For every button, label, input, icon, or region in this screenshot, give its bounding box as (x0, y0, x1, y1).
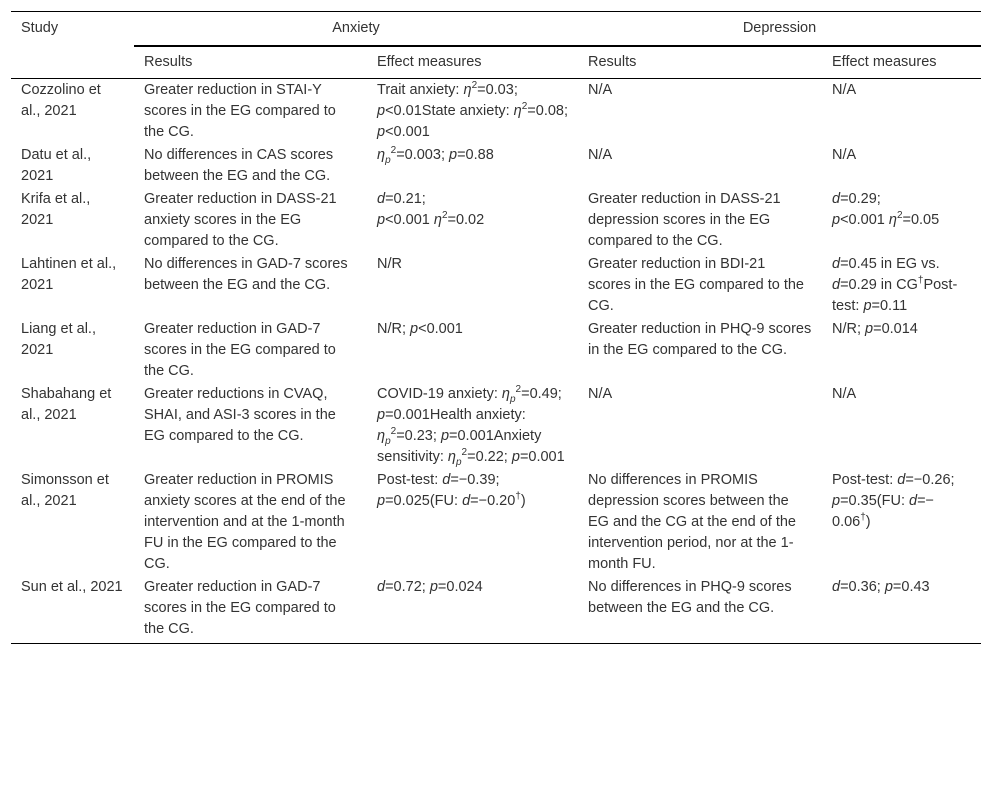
depression-results-cell: No differences in PHQ-9 scores between the EG and the CG. (578, 576, 822, 644)
depression-results-cell: Greater reduction in PHQ-9 scores in the EG compared to the CG. (588, 321, 812, 358)
table-row (11, 253, 981, 318)
table-row (11, 383, 981, 469)
table-row (11, 144, 981, 188)
table-row (11, 469, 981, 576)
study-cell: Sun et al., 2021 (11, 576, 134, 644)
study-cell: Lahtinen et al., 2021 (21, 256, 117, 293)
depression-results-cell: No differences in PROMIS depression scores between the EG and the CG at the end of the intervention period, nor at the 1-month FU. (588, 472, 796, 572)
depression-results-cell: N/A (588, 82, 613, 98)
table-row (11, 79, 981, 145)
anxiety-results-header: Results (134, 46, 367, 79)
header-row-subcolumns (11, 46, 981, 79)
anxiety-effect-cell: N/R; p<0.001 (377, 321, 463, 337)
anxiety-header: Anxiety (134, 12, 578, 47)
anxiety-effect-cell: COVID-19 anxiety: $\eta_p^2=0.49$; p=0.001Health anxiety: $\eta_p^2=0.23$; p=0.001Anxiety sensitivity: $\eta_p^2=0.22$; p=0.001 (377, 384, 565, 468)
depression-results-cell: N/A (588, 386, 613, 402)
anxiety-results-cell: Greater reduction in GAD-7 scores in the EG compared to the CG. (144, 321, 336, 379)
depression-effect-header: Effect measures (822, 46, 981, 79)
results-table (11, 11, 981, 644)
depression-results-cell: N/A (588, 147, 613, 163)
depression-header: Depression (578, 12, 981, 47)
anxiety-effect-cell: Post-test: d=−0.39; p=0.025(FU: d=−0.20†) (377, 472, 526, 509)
depression-results-cell: Greater reduction in DASS-21 depression scores in the EG compared to the CG. (588, 191, 781, 249)
anxiety-effect-cell: N/R (377, 256, 402, 272)
depression-effect-cell: N/R; p=0.014 (832, 321, 918, 337)
anxiety-results-cell: Greater reduction in DASS-21 anxiety scores in the EG compared to the CG. (144, 191, 337, 249)
anxiety-results-cell: No differences in GAD-7 scores between the EG and the CG. (144, 256, 348, 293)
anxiety-results-cell: No differences in CAS scores between the EG and the CG. (144, 147, 334, 184)
depression-effect-cell: N/A (832, 82, 857, 98)
table-row (11, 576, 981, 644)
anxiety-results-cell: Greater reduction in GAD-7 scores in the EG compared to the CG. (134, 576, 367, 644)
study-header: Study (21, 20, 59, 36)
anxiety-results-cell: Greater reduction in STAI-Y scores in the EG compared to the CG. (144, 82, 336, 140)
anxiety-effect-cell: Trait anxiety: $\eta^2=0.03$; p<0.01State anxiety: $\eta^2=0.08$; p<0.001 (377, 80, 569, 140)
depression-effect-cell: N/A (832, 386, 857, 402)
study-cell: Cozzolino et al., 2021 (21, 82, 101, 119)
depression-effect-cell: d=0.29; p<0.001 $\eta^2=0.05$ (832, 191, 940, 228)
table-row (11, 318, 981, 383)
table-row (11, 188, 981, 253)
study-cell: Krifa et al., 2021 (21, 191, 91, 228)
header-row-groups (11, 12, 981, 47)
anxiety-effect-cell: $\eta_p^2=0.003$; p=0.88 (377, 145, 494, 166)
study-cell: Liang et al., 2021 (21, 321, 96, 358)
depression-results-header: Results (578, 46, 822, 79)
anxiety-effect-cell: d=0.72; p=0.024 (367, 576, 578, 644)
study-cell: Shabahang et al., 2021 (21, 386, 112, 423)
depression-effect-cell: N/A (832, 147, 857, 163)
anxiety-effect-header: Effect measures (367, 46, 578, 79)
study-cell: Simonsson et al., 2021 (21, 472, 109, 509)
study-subheader-blank (11, 46, 134, 79)
depression-effect-cell: d=0.36; p=0.43 (822, 576, 981, 644)
anxiety-results-cell: Greater reductions in CVAQ, SHAI, and ASI-3 scores in the EG compared to the CG. (144, 386, 336, 444)
study-cell: Datu et al., 2021 (21, 147, 92, 184)
table-container (11, 11, 981, 644)
depression-effect-cell: d=0.45 in EG vs. d=0.29 in CG†Post-test: p=0.11 (832, 256, 958, 314)
depression-results-cell: Greater reduction in BDI-21 scores in the EG compared to the CG. (588, 256, 804, 314)
anxiety-results-cell: Greater reduction in PROMIS anxiety scores at the end of the intervention and at the 1-month FU in the EG compared to the CG. (144, 472, 346, 572)
depression-effect-cell: Post-test: d=−0.26; p=0.35(FU: d=− 0.06†) (832, 472, 955, 530)
anxiety-effect-cell: d=0.21; p<0.001 $\eta^2=0.02$ (377, 191, 485, 228)
